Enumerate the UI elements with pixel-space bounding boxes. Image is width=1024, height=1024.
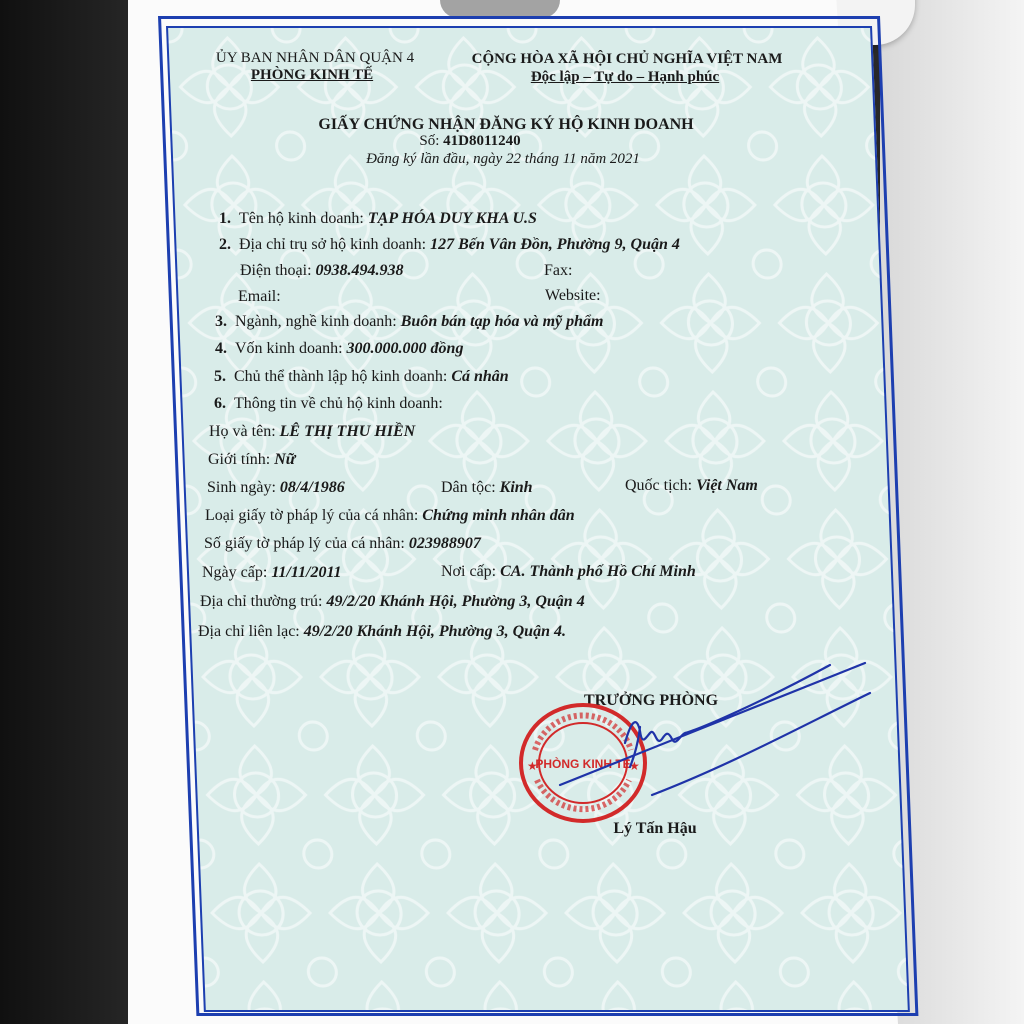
owner-issue-date-value: 11/11/2011: [271, 564, 342, 581]
field-number: 4.: [215, 340, 227, 357]
field-label: Số giấy tờ pháp lý của cá nhân:: [204, 535, 409, 552]
field-label: Nơi cấp:: [441, 563, 501, 580]
field-label: Ngày cấp:: [202, 564, 272, 581]
registration-date: Đăng ký lần đầu, ngày 22 tháng 11 năm 2021: [366, 151, 640, 167]
svg-text:★: ★: [629, 759, 640, 773]
national-title: CỘNG HÒA XÃ HỘI CHỦ NGHĨA VIỆT NAM: [471, 51, 783, 67]
owner-contact-address-value: 49/2/20 Khánh Hội, Phường 3, Quận 4.: [303, 623, 566, 640]
national-motto: Độc lập – Tự do – Hạnh phúc: [530, 69, 720, 85]
field-business-name: [219, 210, 537, 228]
certificate-number: [419, 133, 520, 150]
field-label: Vốn kinh doanh:: [235, 340, 347, 357]
field-label: Thông tin về chủ hộ kinh doanh:: [234, 395, 443, 412]
owner-permanent-address: [200, 593, 585, 611]
field-number: 1.: [219, 210, 231, 227]
field-fax: Fax:: [544, 262, 573, 279]
field-label: Tên hộ kinh doanh:: [239, 210, 368, 227]
owner-contact-address: [198, 623, 566, 641]
owner-gender-value: Nữ: [274, 451, 296, 468]
field-website: Website:: [545, 287, 601, 304]
field-label: Dân tộc:: [441, 479, 500, 496]
field-label: Sinh ngày:: [207, 479, 280, 496]
owner-dob-value: 08/4/1986: [279, 479, 345, 496]
svg-text:★: ★: [527, 759, 538, 773]
seal-text: PHÒNG KINH TẾ: [535, 757, 631, 771]
owner-gender: [208, 451, 295, 469]
signatory-title: TRƯỞNG PHÒNG: [583, 692, 719, 709]
field-label: Loại giấy tờ pháp lý của cá nhân:: [205, 507, 423, 524]
field-label: Giới tính:: [208, 451, 275, 468]
owner-id-number-value: 023988907: [408, 535, 481, 552]
field-number: 3.: [215, 313, 227, 330]
field-founding-entity: [214, 368, 509, 386]
phone-value: 0938.494.938: [315, 262, 404, 279]
field-label: Địa chỉ trụ sở hộ kinh doanh:: [239, 236, 431, 253]
table-left-shadow: [0, 0, 132, 1024]
business-address-value: 127 Bến Vân Đồn, Phường 9, Quận 4: [430, 236, 680, 253]
founding-entity-value: Cá nhân: [451, 368, 509, 385]
business-sector-value: Buôn bán tạp hóa và mỹ phẩm: [400, 313, 604, 330]
owner-nationality: [625, 477, 758, 495]
field-label: Địa chỉ liên lạc:: [198, 623, 304, 640]
field-number: 2.: [219, 236, 231, 253]
owner-ethnicity-value: Kinh: [499, 479, 533, 496]
field-number: 5.: [214, 368, 226, 385]
field-label: Chủ thể thành lập hộ kinh doanh:: [234, 368, 452, 385]
field-email: Email:: [238, 288, 281, 305]
field-phone: [240, 262, 404, 280]
owner-nationality-value: Việt Nam: [696, 477, 758, 494]
owner-id-number: [204, 535, 481, 553]
document-title: GIẤY CHỨNG NHẬN ĐĂNG KÝ HỘ KINH DOANH: [318, 116, 694, 133]
field-number: 6.: [214, 395, 226, 412]
field-label: Quốc tịch:: [625, 477, 697, 494]
field-business-address: [219, 236, 680, 254]
owner-id-type: [205, 507, 575, 525]
owner-dob: [207, 479, 345, 497]
handwritten-signature-icon: [530, 655, 880, 825]
field-business-sector: [215, 313, 603, 331]
owner-name-value: LÊ THỊ THU HIỀN: [279, 423, 416, 440]
business-name-value: TẠP HÓA DUY KHA U.S: [367, 210, 537, 227]
certificate-number-value: 41D8011240: [443, 133, 521, 149]
signatory-name: Lý Tấn Hậu: [613, 820, 697, 837]
capital-value: 300.000.000 đồng: [346, 340, 464, 357]
field-label: Điện thoại:: [240, 262, 316, 279]
owner-permanent-address-value: 49/2/20 Khánh Hội, Phường 3, Quận 4: [326, 593, 585, 610]
owner-issue-place: [441, 563, 696, 581]
issuer-authority: ỦY BAN NHÂN DÂN QUẬN 4: [215, 50, 415, 66]
owner-name: [209, 423, 415, 441]
field-label: Ngành, nghề kinh doanh:: [235, 313, 401, 330]
field-label: Họ và tên:: [209, 423, 280, 440]
field-capital: [215, 340, 463, 358]
owner-issue-place-value: CA. Thành phố Hồ Chí Minh: [500, 563, 696, 580]
field-owner-info: [214, 395, 443, 413]
owner-id-type-value: Chứng minh nhân dân: [422, 507, 575, 524]
field-label: Địa chỉ thường trú:: [200, 593, 327, 610]
certificate-number-label: Số:: [419, 133, 444, 149]
owner-issue-date: [202, 564, 342, 582]
issuer-department: PHÒNG KINH TẾ: [250, 67, 374, 83]
owner-ethnicity: [441, 479, 533, 497]
